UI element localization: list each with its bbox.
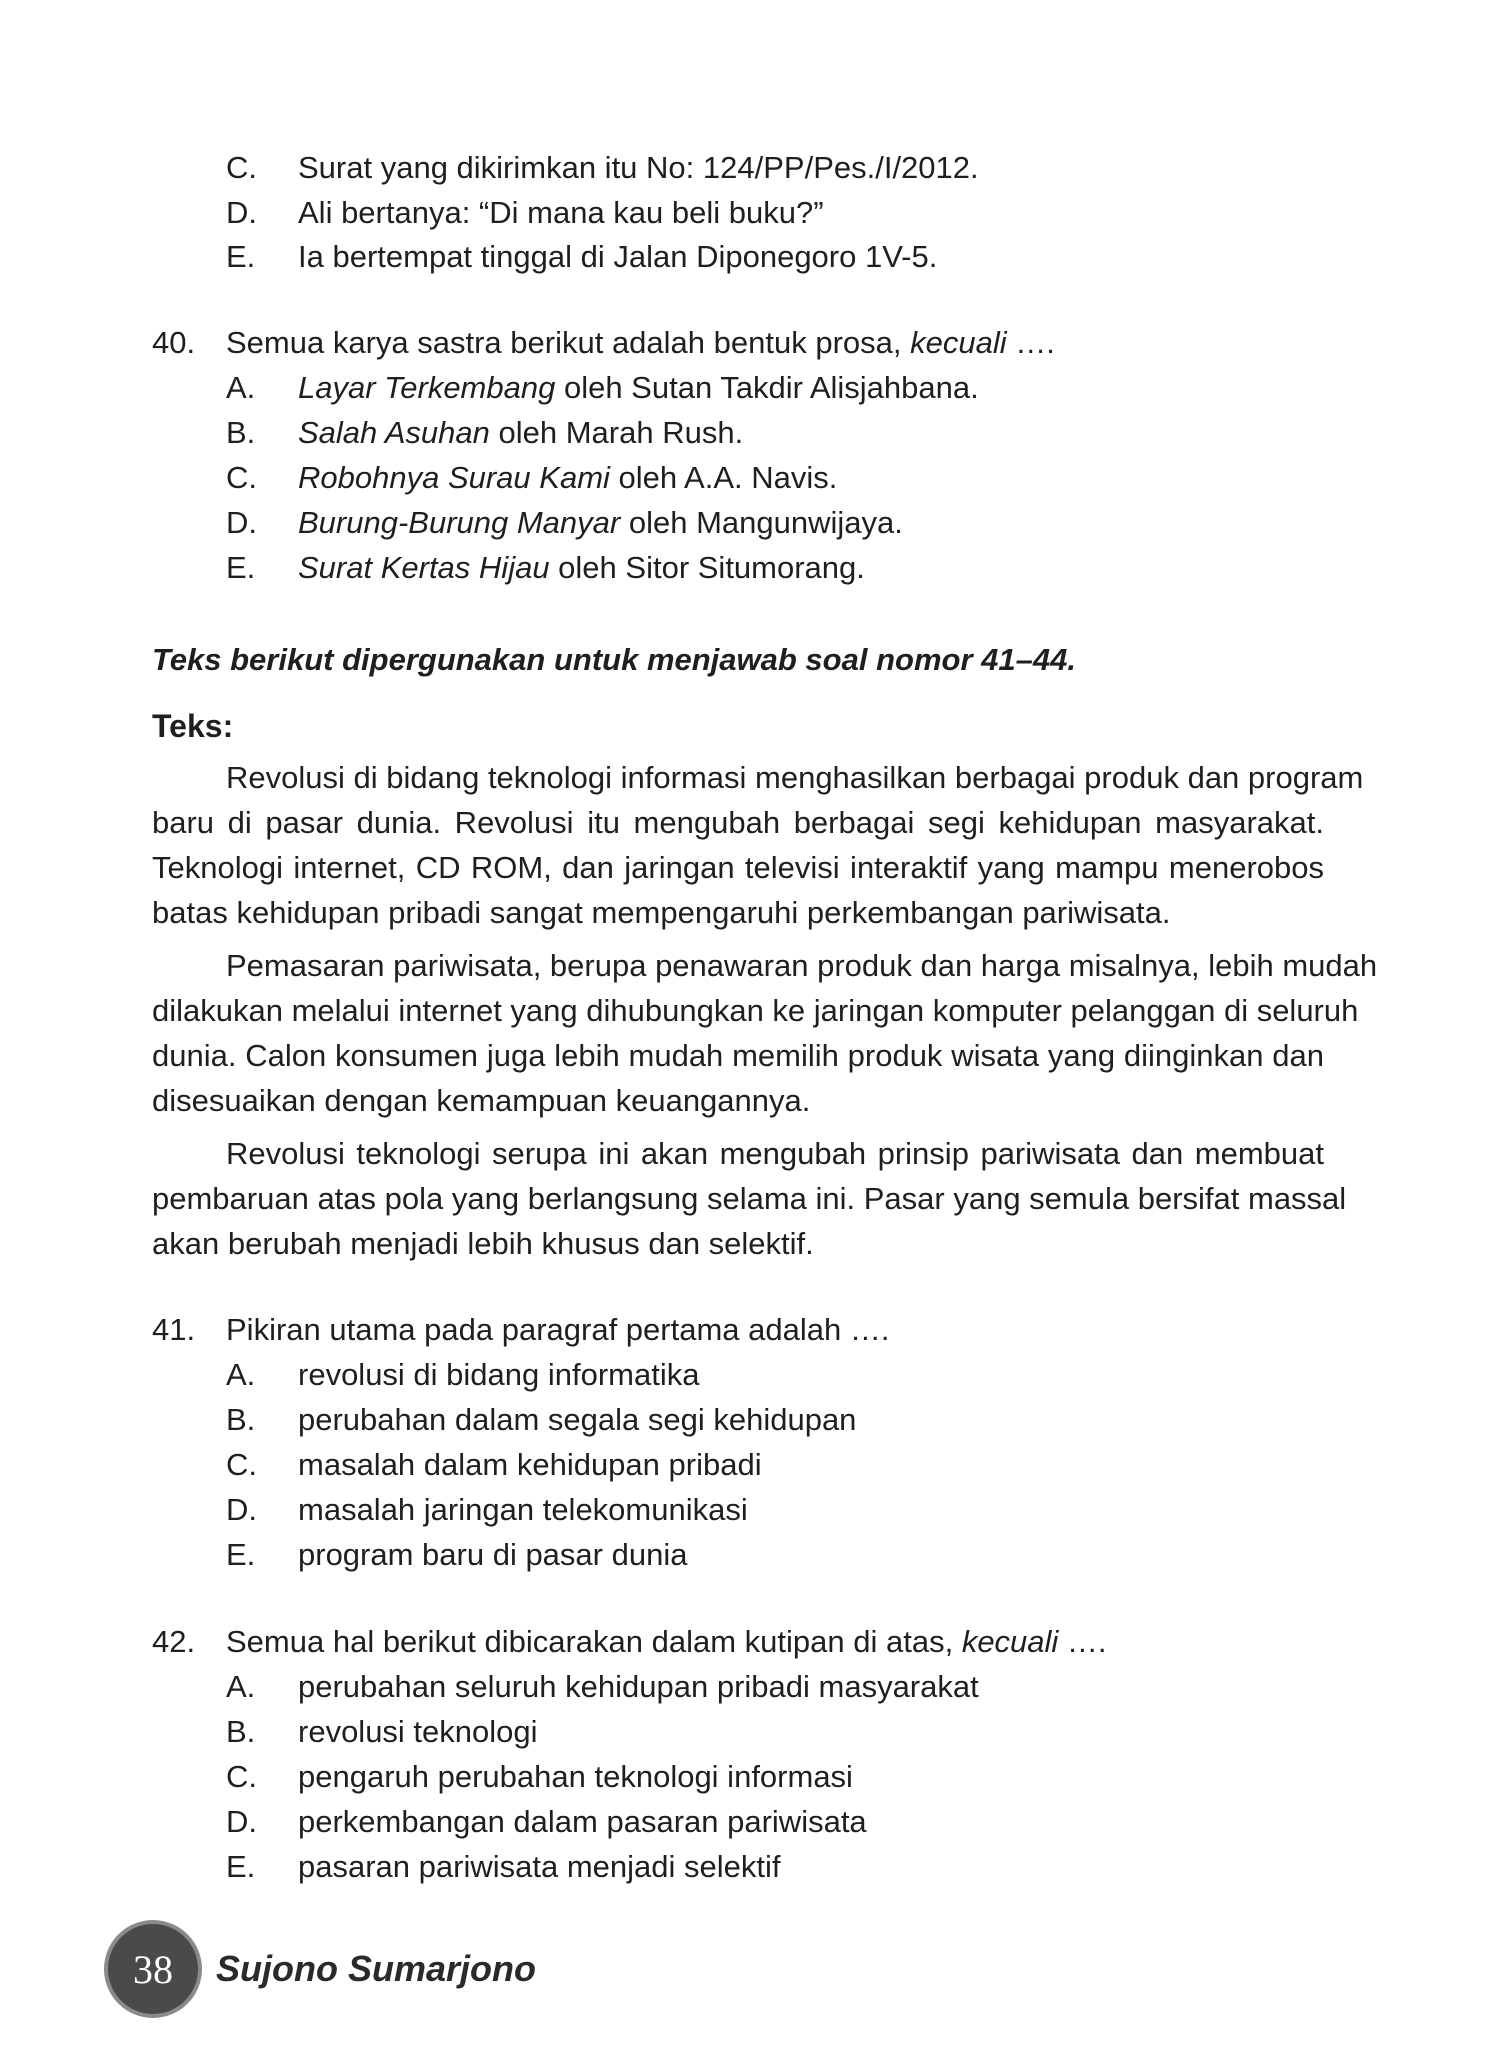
option-text: masalah jaringan telekomunikasi [298, 1492, 748, 1527]
question-number: 40. [152, 325, 196, 360]
instruction-text: Teks berikut dipergunakan untuk menjawab soal nomor 41–44. [152, 642, 1076, 677]
paragraph-line: Pemasaran pariwisata, berupa penawaran produk dan harga misalnya, lebih mudah [226, 948, 1378, 983]
footer-author: Sujono Sumarjono [216, 1948, 536, 1989]
page-number-badge [108, 1924, 198, 2014]
option-text: perkembangan dalam pasaran pariwisata [298, 1804, 867, 1839]
option-text: pasaran pariwisata menjadi selektif [298, 1849, 781, 1884]
option-text: masalah dalam kehidupan pribadi [298, 1447, 762, 1482]
option-text: Surat yang dikirimkan itu No: 124/PP/Pes./I/2012. [298, 150, 979, 185]
page-number: 38 [133, 1946, 173, 1992]
paragraph-line: Revolusi di bidang teknologi informasi menghasilkan berbagai produk dan program [226, 760, 1364, 795]
paragraph-line: baru di pasar dunia. Revolusi itu mengubah berbagai segi kehidupan masyarakat. [152, 805, 1324, 840]
paragraph-line: pembaruan atas pola yang berlangsung selama ini. Pasar yang semula bersifat massal [152, 1181, 1347, 1216]
option-letter: D. [226, 1492, 257, 1527]
paragraph-line: dunia. Calon konsumen juga lebih mudah memilih produk wisata yang diinginkan dan [152, 1038, 1324, 1073]
option-text: revolusi teknologi [298, 1714, 538, 1749]
teks-label: Teks: [152, 708, 234, 744]
option-letter: E. [226, 239, 256, 274]
option-letter: D. [226, 1804, 257, 1839]
option-letter: E. [226, 1849, 256, 1884]
option-text: Burung-Burung Manyar oleh Mangunwijaya. [298, 505, 903, 540]
option-text: program baru di pasar dunia [298, 1537, 688, 1572]
option-text: Surat Kertas Hijau oleh Sitor Situmorang. [298, 550, 865, 585]
option-text: Ia bertempat tinggal di Jalan Diponegoro 1V-5. [298, 239, 938, 274]
question-text: Semua hal berikut dibicarakan dalam kutipan di atas, kecuali …. [226, 1624, 1107, 1659]
paragraph-line: akan berubah menjadi lebih khusus dan selektif. [152, 1226, 814, 1261]
option-text: perubahan dalam segala segi kehidupan [298, 1402, 857, 1437]
option-letter: D. [226, 195, 257, 230]
option-letter: C. [226, 1759, 257, 1794]
option-letter: E. [226, 550, 256, 585]
option-letter: E. [226, 1537, 256, 1572]
paragraph-line: dilakukan melalui internet yang dihubungkan ke jaringan komputer pelanggan di seluruh [152, 993, 1359, 1028]
option-text: revolusi di bidang informatika [298, 1357, 700, 1392]
option-text: Robohnya Surau Kami oleh A.A. Navis. [298, 460, 838, 495]
option-letter: B. [226, 1402, 256, 1437]
option-letter: A. [226, 1357, 256, 1392]
paragraph-line: batas kehidupan pribadi sangat mempengaruhi perkembangan pariwisata. [152, 895, 1171, 930]
option-letter: B. [226, 415, 256, 450]
question-text: Pikiran utama pada paragraf pertama adalah …. [226, 1312, 890, 1347]
option-text: Salah Asuhan oleh Marah Rush. [298, 415, 744, 450]
paragraph-line: disesuaikan dengan kemampuan keuangannya. [152, 1083, 811, 1118]
option-letter: C. [226, 1447, 257, 1482]
option-text: perubahan seluruh kehidupan pribadi masyarakat [298, 1669, 979, 1704]
option-letter: A. [226, 370, 256, 405]
option-text: pengaruh perubahan teknologi informasi [298, 1759, 853, 1794]
paragraph-line: Revolusi teknologi serupa ini akan mengubah prinsip pariwisata dan membuat [226, 1136, 1324, 1171]
option-letter: C. [226, 460, 257, 495]
option-letter: A. [226, 1669, 256, 1704]
option-text: Ali bertanya: “Di mana kau beli buku?” [298, 195, 824, 230]
question-number: 41. [152, 1312, 196, 1347]
option-text: Layar Terkembang oleh Sutan Takdir Alisjahbana. [298, 370, 979, 405]
option-letter: D. [226, 505, 257, 540]
paragraph-line: Teknologi internet, CD ROM, dan jaringan televisi interaktif yang mampu menerobos [152, 850, 1324, 885]
option-letter: B. [226, 1714, 256, 1749]
option-letter: C. [226, 150, 257, 185]
question-text: Semua karya sastra berikut adalah bentuk prosa, kecuali …. [226, 325, 1055, 360]
question-number: 42. [152, 1624, 196, 1659]
